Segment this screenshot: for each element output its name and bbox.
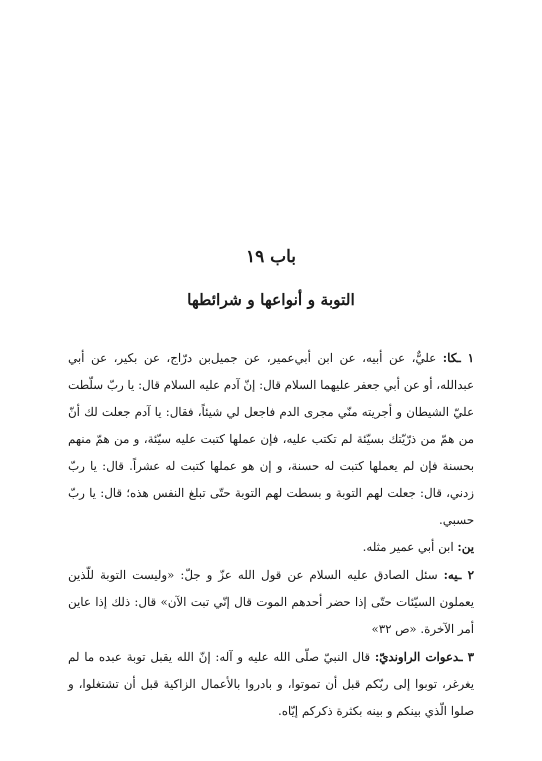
hadith-text: ابن أبي عمير مثله. xyxy=(362,540,458,554)
hadith-paragraph xyxy=(68,644,474,725)
hadith-source: كا: xyxy=(442,351,458,365)
hadith-source: ين: xyxy=(457,540,474,554)
hadith-paragraph xyxy=(68,534,474,561)
hadith-text: قال النبيّ صلّى الله عليه و آله: إنّ الله يقبل توبة عبده ما لم يغرغر، توبوا إلى ربّكم قبل أن تموتوا، و بادروا بالأعمال الزاكية قبل أن تشتغلوا، و صلوا الّذي بينكم و بينه بكثرة ذكركم إيّاه. xyxy=(68,650,474,718)
hadith-paragraph xyxy=(68,562,474,643)
chapter-heading: باب ١٩ xyxy=(245,247,297,267)
hadith-source: يه: xyxy=(443,568,458,582)
chapter-title: التوبة و أنواعها و شرائطها xyxy=(187,290,355,309)
hadith-source: دعوات الراونديّ: xyxy=(374,650,460,664)
hadith-number: ٣ ـ xyxy=(459,650,474,664)
hadith-number: ١ ـ xyxy=(457,351,474,365)
hadith-text: عليٌّ، عن أبيه، عن ابن أبي‌عمير، عن جميل‌بن درّاج، عن بكير، عن أبي عبدالله، أو عن أبي جعفر عليهما السلام قال: إنّ آدم عليه السلام قال: يا ربّ سلّطت عليّ الشيطان و أجريته منّي مجرى الدم فاجعل لي شيئاً، فقال: يا آدم جعلت لك أنّ من همّ من ذرّيّتك بسيّئة لم تكتب عليه، فإن عملها كتبت عليه سيّئة، و من همّ منهم بحسنة فإن لم يعملها كتبت له حسنة، و إن هو عملها كتبت له عشراً. قال: يا ربّ زدني، قال: جعلت لهم التوبة و بسطت لهم التوبة حتّى تبلغ النفس هذه؛ قال: يا ربّ حسبي. xyxy=(68,351,474,527)
hadith-paragraph xyxy=(68,345,474,534)
hadith-text: سئل الصادق عليه السلام عن قول الله عزّ و جلّ: «وليست التوبة للّذين يعملون السيّئات حتّى إذا حضر أحدهم الموت قال إنّي تبت الآن» قال: ذلك إذا عاين أمر الآخرة. «ص ٣٢» xyxy=(68,568,474,636)
hadith-number: ٢ ـ xyxy=(457,568,474,582)
hadith-body xyxy=(68,345,474,725)
